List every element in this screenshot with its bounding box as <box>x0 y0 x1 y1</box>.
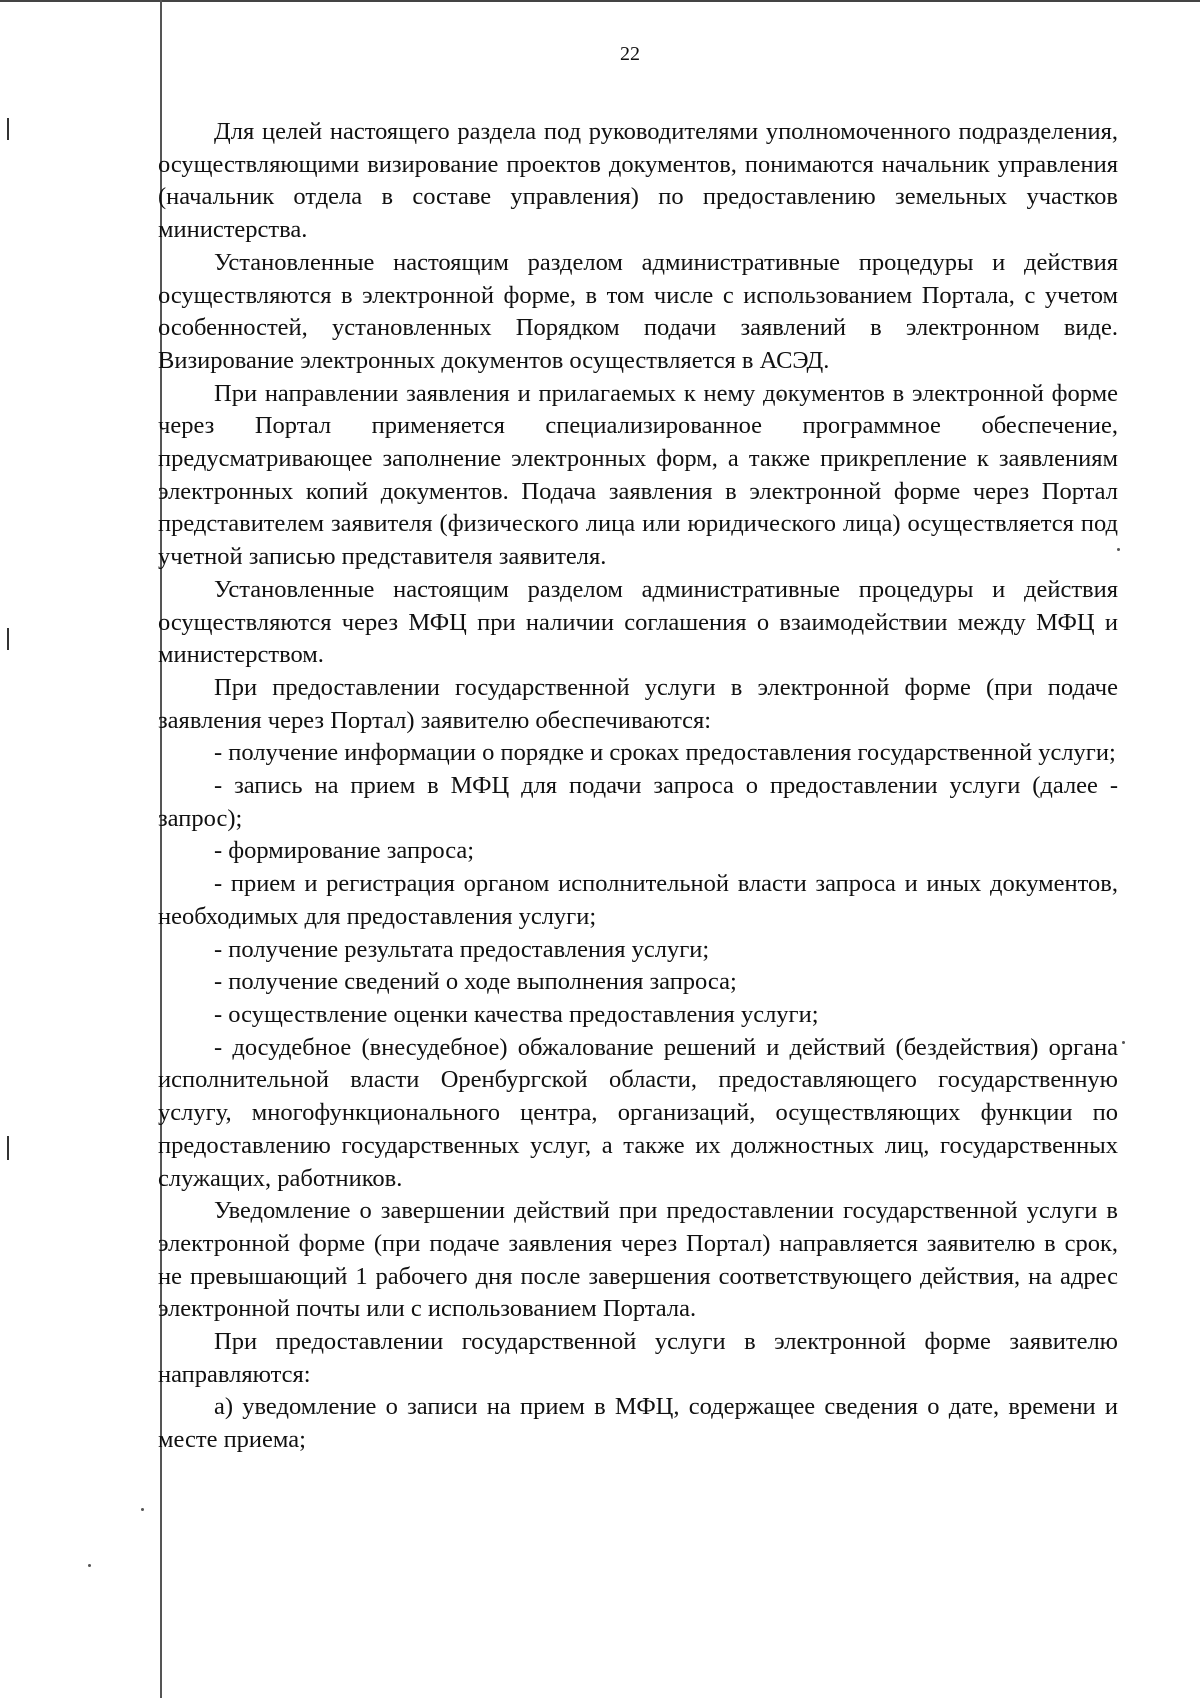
scan-margin-mark <box>7 118 9 140</box>
list-item: - получение сведений о ходе выполнения запроса; <box>214 968 737 996</box>
list-item: а) уведомление о записи на прием в МФЦ, содержащее сведения о дате, времени и месте приема; <box>158 1393 1118 1454</box>
list-item: - получение информации о порядке и сроках предоставления государственной услуги; <box>214 739 1116 767</box>
page-number: 22 <box>620 43 640 65</box>
paragraph: Для целей настоящего раздела под руководителями уполномоченного подразделения, осуществляющими визирование проектов документов, понимаются начальник управления (начальник отдела в составе управления) по предоставлению земельных участков министерства. <box>158 118 1118 244</box>
list-item: - запись на прием в МФЦ для подачи запроса о предоставлении услуги (далее - запрос); <box>158 772 1118 832</box>
paragraph: Уведомление о завершении действий при предоставлении государственной услуги в электронной форме (при подаче заявления через Портал) направляется заявителю в срок, не превышающий 1 рабочего дня после завершения соответствующего действия, на адрес электронной почты или с использованием Портала. <box>158 1197 1118 1323</box>
top-border-line <box>0 0 1200 2</box>
paragraph: При предоставлении государственной услуги в электронной форме (при подаче заявления через Портал) заявителю обеспечиваются: <box>158 673 1118 734</box>
paragraph: При направлении заявления и прилагаемых к нему документов в электронной форме через Портал применяется специализированное программное обеспечение, предусматривающее заполнение электронных форм, а также прикрепление к заявлениям электронных копий документов. Подача заявления в электронной форме через Портал представителем заявителя (физического лица или юридического лица) осуществляется под учетной записью представителя заявителя. <box>158 379 1118 571</box>
scan-margin-mark <box>7 628 9 650</box>
list-item: - осуществление оценки качества предоставления услуги; <box>214 1000 819 1028</box>
list-item: - досудебное (внесудебное) обжалование решений и действий (бездействия) органа исполнительной власти Оренбургской области, предоставляющего государственную услугу, многофункционального центра, организаций, осуществляющих функции по предоставлению государственных услуг, а также их должностных лиц, государственных служащих, работников. <box>158 1033 1118 1192</box>
list-item: - прием и регистрация органом исполнительной власти запроса и иных документов, необходимых для предоставления услуги; <box>158 870 1118 930</box>
list-item: - формирование запроса; <box>214 837 475 865</box>
paragraph: Установленные настоящим разделом административные процедуры и действия осуществляются в электронной форме, в том числе с использованием Портала, с учетом особенностей, установленных Порядком подачи заявлений в электронном виде. Визирование электронных документов осуществляется в АСЭД. <box>158 248 1118 374</box>
paragraph: Установленные настоящим разделом административные процедуры и действия осуществляются через МФЦ при наличии соглашения о взаимодействии между МФЦ и министерством. <box>158 575 1118 669</box>
scan-speck <box>141 1508 144 1511</box>
scan-speck <box>88 1564 91 1567</box>
scan-margin-mark <box>7 1136 9 1160</box>
list-item: - получение результата предоставления услуги; <box>214 935 710 963</box>
paragraph: При предоставлении государственной услуги в электронной форме заявителю направляются: <box>158 1328 1118 1388</box>
scan-speck <box>1122 1041 1125 1044</box>
document-body <box>158 116 1118 1457</box>
